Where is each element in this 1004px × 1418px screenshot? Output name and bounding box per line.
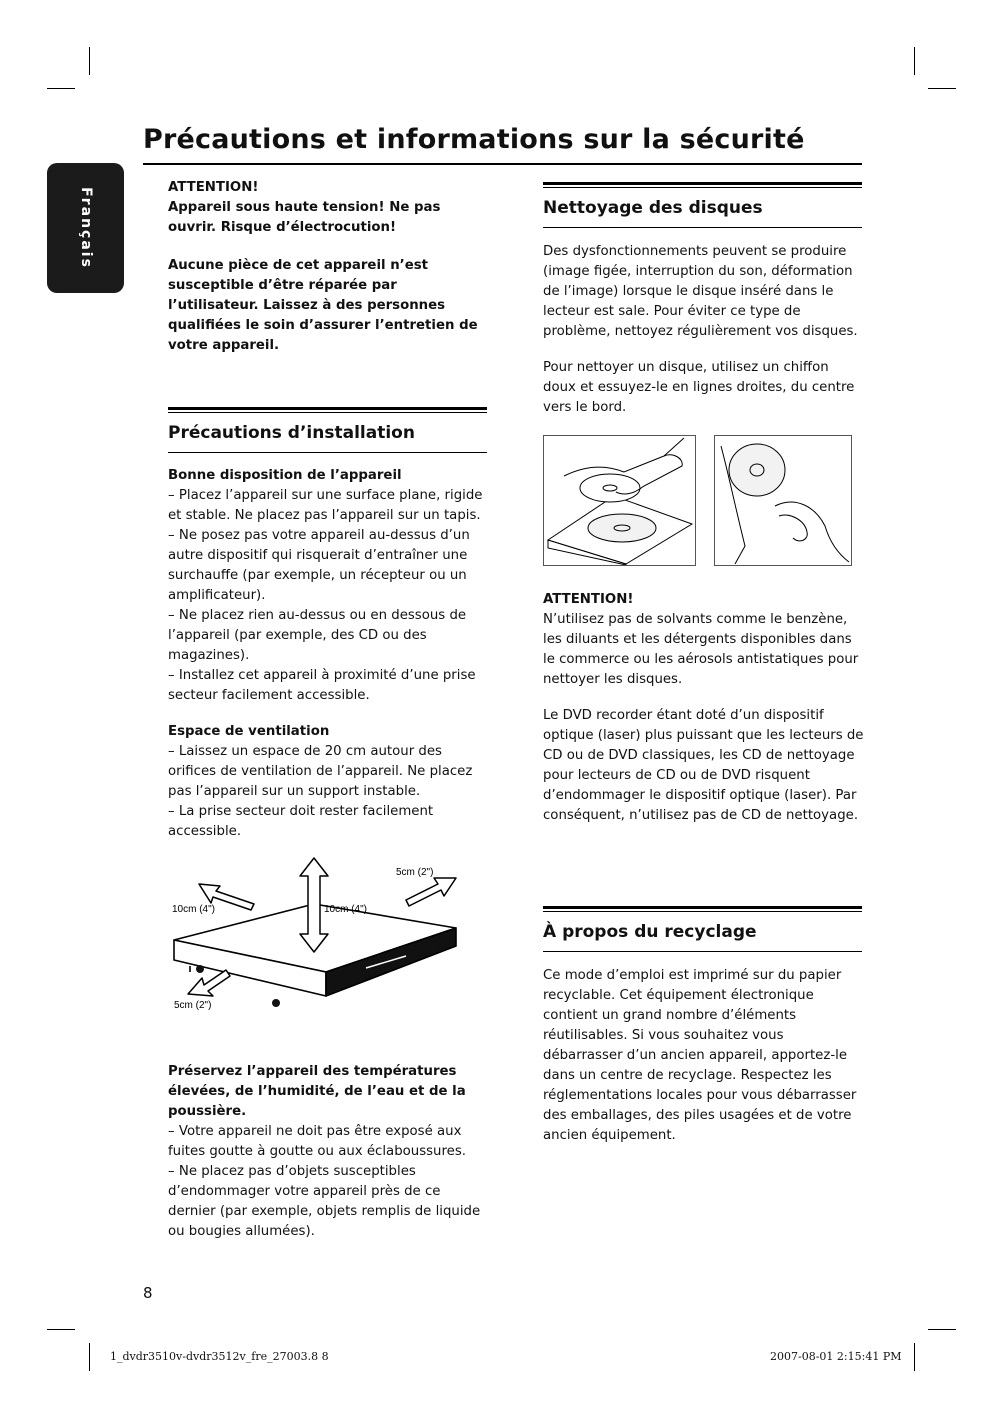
cleaning-paragraph: N’utilisez pas de solvants comme le benzène, les diluants et les détergents disponibles dans le commerce ou les aérosols antistatiques pour nettoyer les disques. — [543, 612, 859, 687]
list-item: – Installez cet appareil à proximité d’une prise secteur facilement accessible. — [168, 668, 476, 703]
disc-wipe-icon — [715, 436, 851, 565]
recycling-section-header — [543, 906, 862, 952]
crop-mark — [928, 88, 956, 89]
list-item: – Laissez un espace de 20 cm autour des orifices de ventilation de l’appareil. Ne placez pas l’appareil sur un support instable. — [168, 744, 473, 799]
device-knob — [272, 999, 280, 1007]
cleaning-section-header — [543, 182, 862, 228]
placement-subheading: Bonne disposition de l’appareil — [168, 468, 402, 483]
attention-block — [168, 178, 488, 356]
crop-mark — [914, 47, 915, 75]
diagram-label-center: 10cm (4") — [324, 904, 368, 915]
diagram-label-left: 10cm (4") — [172, 904, 216, 915]
language-tab — [47, 163, 124, 293]
list-item: – Ne placez rien au-dessus ou en dessous de l’appareil (par exemple, des CD ou des magazines). — [168, 608, 467, 663]
environment-block — [168, 1062, 488, 1242]
device-knob — [196, 965, 204, 973]
installation-body — [168, 466, 488, 842]
recycling-body — [543, 966, 865, 1146]
cleaning-warning — [543, 590, 865, 826]
print-file-info: 1_dvdr3510v-dvdr3512v_fre_27003.8 8 — [110, 1350, 329, 1363]
attention-warning: Appareil sous haute tension! Ne pas ouvrir. Risque d’électrocution! — [168, 200, 441, 235]
list-item: – Votre appareil ne doit pas être exposé aux fuites goutte à goutte ou aux éclaboussures. — [168, 1124, 466, 1159]
page-title: Précautions et informations sur la sécurité — [143, 124, 805, 155]
crop-mark — [47, 88, 75, 89]
diagram-label-top-right: 5cm (2") — [396, 867, 434, 878]
ventilation-diagram — [166, 856, 466, 1026]
cleaning-body — [543, 242, 865, 418]
cleaning-paragraph: Le DVD recorder étant doté d’un dispositif optique (laser) plus puissant que les lecteurs de CD ou de DVD classiques, les CD de nettoyage pour lecteurs de CD ou de DVD risquent d’endommager le dispositif optique (laser). Par conséquent, n’utilisez pas de CD de nettoyage. — [543, 708, 864, 823]
cleaning-heading: Nettoyage des disques — [543, 198, 763, 218]
diagram-label-bottom-left: 5cm (2") — [174, 1000, 212, 1011]
disc-tray-icon — [544, 436, 695, 565]
installation-section-header — [168, 407, 487, 453]
cleaning-paragraph: Des dysfonctionnements peuvent se produire (image figée, interruption du son, déformation de l’image) lorsque le disque inséré dans le lecteur est sale. Pour éviter ce type de problème, nettoyez régulièrement vos disques. — [543, 244, 858, 339]
attention-label: ATTENTION! — [168, 180, 259, 195]
page-number: 8 — [143, 1284, 153, 1302]
disc-insert-illustration — [543, 435, 696, 566]
crop-mark — [928, 1329, 956, 1330]
print-timestamp: 2007-08-01 2:15:41 PM — [770, 1350, 902, 1363]
crop-mark — [89, 47, 90, 75]
attention-label: ATTENTION! — [543, 592, 634, 607]
crop-mark — [47, 1329, 75, 1330]
crop-mark — [89, 1343, 90, 1371]
ventilation-subheading: Espace de ventilation — [168, 724, 330, 739]
crop-mark — [914, 1343, 915, 1371]
list-item: – Ne posez pas votre appareil au-dessus d’un autre dispositif qui risquerait d’entraîner une surchauffe (par exemple, un récepteur ou un amplificateur). — [168, 528, 470, 603]
language-tab-label: Français — [77, 187, 94, 269]
recycling-paragraph: Ce mode d’emploi est imprimé sur du papier recyclable. Cet équipement électronique contient un grand nombre d’éléments réutilisables. Si vous souhaitez vous débarrasser d’un ancien appareil, apportez-le dans un centre de recyclage. Respectez les réglementations locales pour vous débarrasser des emballages, des piles usagées et de votre ancien équipement. — [543, 968, 857, 1143]
recycling-heading: À propos du recyclage — [543, 922, 757, 942]
list-item: – La prise secteur doit rester facilement accessible. — [168, 804, 434, 839]
title-rule — [143, 163, 862, 165]
cleaning-paragraph: Pour nettoyer un disque, utilisez un chiffon doux et essuyez-le en lignes droites, du centre vers le bord. — [543, 360, 855, 415]
environment-subheading: Préservez l’appareil des températures élevées, de l’humidité, de l’eau et de la poussière. — [168, 1064, 466, 1119]
list-item: – Ne placez pas d’objets susceptibles d’endommager votre appareil près de ce dernier (par exemple, objets remplis de liquide ou bougies allumées). — [168, 1164, 481, 1239]
installation-heading: Précautions d’installation — [168, 423, 415, 443]
attention-service-notice: Aucune pièce de cet appareil n’est susceptible d’être réparée par l’utilisateur. Laissez à des personnes qualifiées le soin d’assurer l’entretien de votre appareil. — [168, 258, 478, 353]
list-item: – Placez l’appareil sur une surface plane, rigide et stable. Ne placez pas l’appareil sur un tapis. — [168, 488, 483, 523]
device-clearance-illustration — [166, 856, 466, 1026]
disc-wipe-illustration — [714, 435, 852, 566]
